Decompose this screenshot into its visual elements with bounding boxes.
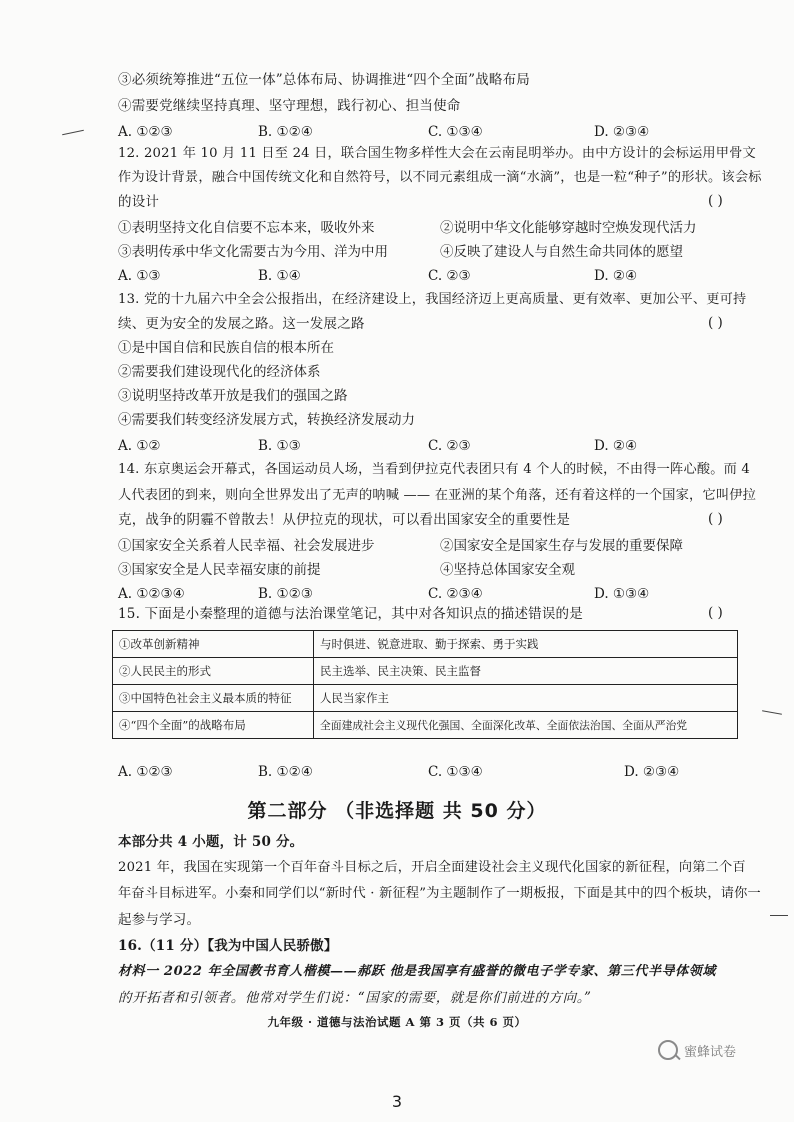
q14-answer-bracket[interactable]: ( ) <box>708 511 723 527</box>
watermark <box>658 1040 736 1060</box>
q13-stem-line-1: 13. 党的十九届六中全会公报指出，在经济建设上，我国经济迈上更高质量、更有效率、更加公平、更可持 <box>118 292 747 307</box>
q13-choice-b: B. ①③ <box>258 438 301 454</box>
q11-choice-c: C. ①③④ <box>428 124 483 140</box>
page-number: 3 <box>391 1092 403 1111</box>
table-row <box>113 685 738 712</box>
table-row <box>113 712 738 739</box>
q15-choice-b: B. ①②④ <box>258 764 313 780</box>
q11-choice-b: B. ①②④ <box>258 124 313 140</box>
q14-option-3: ③国家安全是人民幸福安康的前提 <box>118 562 321 578</box>
table-cell-desc: 与时俱进、锐意进取、勤于探索、勇于实践 <box>314 631 738 658</box>
q12-choice-c: C. ②③ <box>428 268 471 284</box>
part-two-para-line-3: 起参与学习。 <box>118 912 201 928</box>
part-two-para-line-1: 2021 年，我国在实现第一个百年奋斗目标之后，开启全面建设社会主义现代化国家的新征程，向第二个百 <box>118 860 746 875</box>
q13-choice-c: C. ②③ <box>428 438 471 454</box>
table-row <box>113 631 738 658</box>
q12-stem-line-1: 12. 2021 年 10 月 11 日至 24 日，联合国生物多样性大会在云南昆明举办。由中方设计的会标运用甲骨文 <box>118 146 756 161</box>
page-footer: 九年级 · 道德与法治试题 A 第 3 页（共 6 页） <box>267 1015 527 1029</box>
table-cell-topic: ①改革创新精神 <box>113 631 314 658</box>
q13-choice-a: A. ①② <box>118 438 161 454</box>
q12-option-2: ②说明中华文化能够穿越时空焕发现代活力 <box>440 220 697 236</box>
q15-choice-d: D. ②③④ <box>624 764 680 780</box>
q14-stem-line-3: 克，战争的阴霾不曾散去！从伊拉克的现状，可以看出国家安全的重要性是 <box>118 512 571 528</box>
q14-stem-line-2: 人代表团的到来，则向全世界发出了无声的呐喊 —— 在亚洲的某个角落，还有着这样的一个国家，它叫伊拉 <box>118 488 756 503</box>
q13-option-2: ②需要我们建设现代化的经济体系 <box>118 364 321 380</box>
q14-choice-a: A. ①②③④ <box>118 586 185 602</box>
q12-answer-bracket[interactable]: ( ) <box>708 193 723 209</box>
q15-stem-line-1: 15. 下面是小秦整理的道德与法治课堂笔记，其中对各知识点的描述错误的是 <box>118 606 583 622</box>
q15-notes-table <box>112 630 738 739</box>
q12-option-1: ①表明坚持文化自信要不忘本来，吸收外来 <box>118 220 375 236</box>
q14-choice-c: C. ②③④ <box>428 586 483 602</box>
part-two-title: 第二部分 （非选择题 共 50 分） <box>247 800 547 822</box>
q12-option-4: ④反映了建设人与自然生命共同体的愿望 <box>440 244 683 260</box>
material-1-line-2: 的开拓者和引领者。他常对学生们说：“国家的需要，就是你们前进的方向。” <box>118 990 592 1006</box>
scan-mark <box>62 130 84 136</box>
q12-choice-b: B. ①④ <box>258 268 301 284</box>
q13-choice-d: D. ②④ <box>594 438 638 454</box>
table-cell-desc: 全面建成社会主义现代化强国、全面深化改革、全面依法治国、全面从严治党 <box>314 712 738 739</box>
part-two-intro: 本部分共 4 小题，计 50 分。 <box>118 834 304 850</box>
table-cell-desc: 民主选举、民主决策、民主监督 <box>314 658 738 685</box>
q13-option-3: ③说明坚持改革开放是我们的强国之路 <box>118 388 348 404</box>
q14-choice-d: D. ①③④ <box>594 586 650 602</box>
q13-option-4: ④需要我们转变经济发展方式，转换经济发展动力 <box>118 412 415 428</box>
q14-option-1: ①国家安全关系着人民幸福、社会发展进步 <box>118 538 375 554</box>
q15-choice-c: C. ①③④ <box>428 764 483 780</box>
q12-stem-line-2: 作为设计背景，融合中国传统文化和自然符号，以不同元素组成一滴“水滴”，也是一粒“种子”的形状。该会标 <box>118 170 762 185</box>
q15-choice-a: A. ①②③ <box>118 764 173 780</box>
q14-choice-b: B. ①②③ <box>258 586 313 602</box>
scan-mark <box>762 710 782 714</box>
watermark-text: 蜜蜂试卷 <box>684 1044 737 1060</box>
q12-choice-d: D. ②④ <box>594 268 638 284</box>
q11-choice-a: A. ①②③ <box>118 124 173 140</box>
part-two-para-line-2: 年奋斗目标进军。小秦和同学们以“新时代 · 新征程”为主题制作了一期板报，下面是其中的四个板块，请你一 <box>118 886 761 901</box>
magnifier-icon <box>658 1040 678 1060</box>
q13-stem-line-2: 续、更为安全的发展之路。这一发展之路 <box>118 316 365 332</box>
q13-answer-bracket[interactable]: ( ) <box>708 315 723 331</box>
q16-heading: 16.（11 分）【我为中国人民骄傲】 <box>118 938 338 954</box>
material-1-line-1: 材料一 2022 年全国教书育人楷模——郝跃 他是我国享有盛誉的微电子学专家、第三代半导体领域 <box>118 964 716 979</box>
q12-stem-line-3: 的设计 <box>118 194 160 210</box>
scan-mark <box>770 915 788 916</box>
table-cell-topic: ④“四个全面”的战略布局 <box>113 712 314 739</box>
q12-option-3: ③表明传承中华文化需要古为今用、洋为中用 <box>118 244 388 260</box>
table-cell-desc: 人民当家作主 <box>314 685 738 712</box>
q14-option-4: ④坚持总体国家安全观 <box>440 562 575 578</box>
q13-option-1: ①是中国自信和民族自信的根本所在 <box>118 340 334 356</box>
q11-option-3: ③必须统筹推进“五位一体”总体布局、协调推进“四个全面”战略布局 <box>118 72 531 88</box>
q14-option-2: ②国家安全是国家生存与发展的重要保障 <box>440 538 683 554</box>
table-cell-topic: ③中国特色社会主义最本质的特征 <box>113 685 314 712</box>
q11-option-4: ④需要党继续坚持真理、坚守理想，践行初心、担当使命 <box>118 98 461 114</box>
table-row <box>113 658 738 685</box>
q11-choice-d: D. ②③④ <box>594 124 650 140</box>
q15-answer-bracket[interactable]: ( ) <box>708 605 723 621</box>
table-cell-topic: ②人民民主的形式 <box>113 658 314 685</box>
q12-choice-a: A. ①③ <box>118 268 161 284</box>
q14-stem-line-1: 14. 东京奥运会开幕式，各国运动员人场，当看到伊拉克代表团只有 4 个人的时候，不由得一阵心酸。而 4 <box>118 462 750 477</box>
